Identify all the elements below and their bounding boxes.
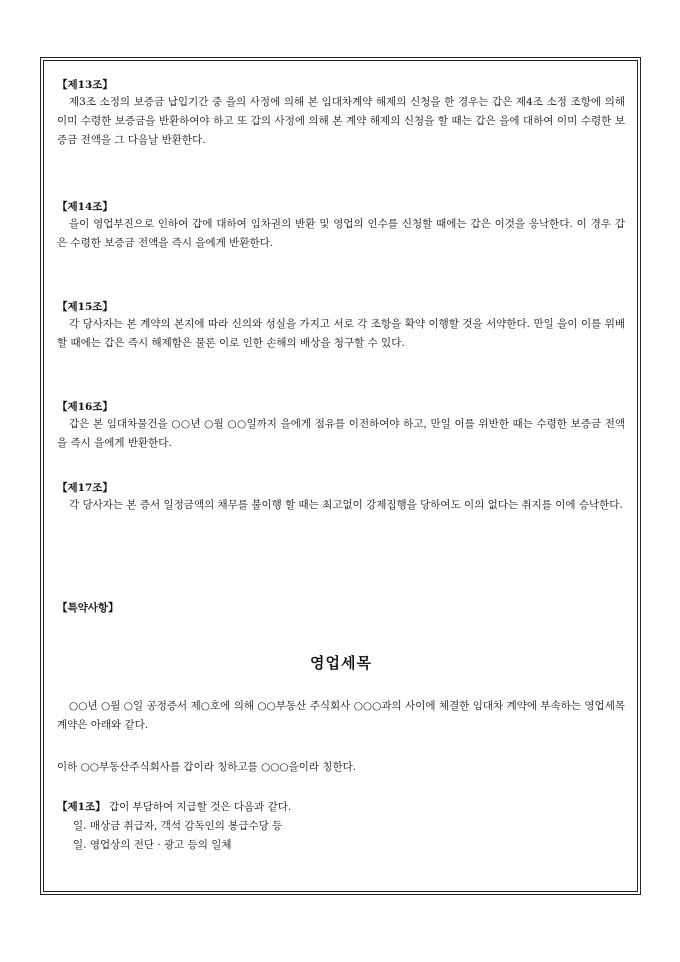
article-17 — [57, 481, 625, 515]
article-text: 각 당사자는 본 증서 일정금액의 채무를 불이행 할 때는 최고없이 강제집행을 당하여도 이의 없다는 취지를 이에 승낙한다. — [69, 499, 623, 511]
article-text: 제3조 소정의 보증금 납입기간 중 을의 사정에 의해 본 임대차계약 해제의 신청을 한 경우는 갑은 제4조 소정 조항에 의해 이미 수령한 보증금을 반환하여야 하고 또 갑의 사정에 의해 본 계약 해제의 신청을 할 때는 갑은 을에 대하여 이미 수령한 보증금 전액을 그 다음날 반환한다. — [57, 96, 625, 146]
article-text: 을이 영업부진으로 인하여 갑에 대하여 임차권의 반환 및 영업의 인수를 신청할 때에는 갑은 이것을 응낙한다. 이 경우 갑은 수령한 보증금 전액을 즉시 을에게 반환한다. — [57, 218, 625, 249]
list-item: 일. 영업상의 전단 · 광고 등의 일체 — [73, 839, 232, 851]
article-heading: 【제13조】 — [57, 79, 113, 91]
article-heading: 【제17조】 — [57, 482, 113, 494]
special-terms — [57, 601, 625, 616]
article-13 — [57, 78, 625, 150]
article-15 — [57, 300, 625, 353]
article-16 — [57, 400, 625, 453]
special-terms-heading: 【특약사항】 — [57, 602, 119, 614]
list-item: 일. 매상금 취급자, 객석 감독인의 봉급수당 등 — [73, 820, 283, 832]
detail-intro — [57, 697, 625, 735]
article-heading: 【제15조】 — [57, 301, 113, 313]
article-heading: 【제14조】 — [57, 201, 113, 213]
article-text: 갑은 본 임대차물건을 ○○년 ○월 ○○일까지 을에게 점유를 이전하여야 하고, 만일 이를 위반한 때는 수령한 보증금 전액을 즉시 을에게 반환한다. — [57, 418, 625, 449]
article-1-text: 갑이 부담하여 지급할 것은 다음과 같다. — [108, 801, 292, 813]
naming-text: 이하 ○○부동산주식회사를 갑이라 칭하고를 ○○○을이라 칭한다. — [57, 761, 357, 773]
article-1-heading: 【제1조】 — [57, 801, 106, 813]
article-heading: 【제16조】 — [57, 401, 113, 413]
article-1-line — [57, 798, 625, 817]
article-14 — [57, 200, 625, 253]
detail-article-1 — [57, 798, 625, 855]
detail-title: 영업세목 — [310, 654, 372, 672]
detail-naming — [57, 758, 625, 777]
intro-text: ○○년 ○월 ○일 공정증서 제○호에 의해 ○○부동산 주식회사 ○○○과의 사이에 체결한 임대차 계약에 부속하는 영업세목계약은 아래와 같다. — [57, 700, 625, 731]
article-text: 각 당사자는 본 계약의 본지에 따라 신의와 성실을 가지고 서로 각 조항을 확약 이행할 것을 서약한다. 만일 을이 이를 위배할 때에는 갑은 즉시 해제함은 물론 이로 인한 손해의 배상을 청구할 수 있다. — [57, 318, 625, 349]
